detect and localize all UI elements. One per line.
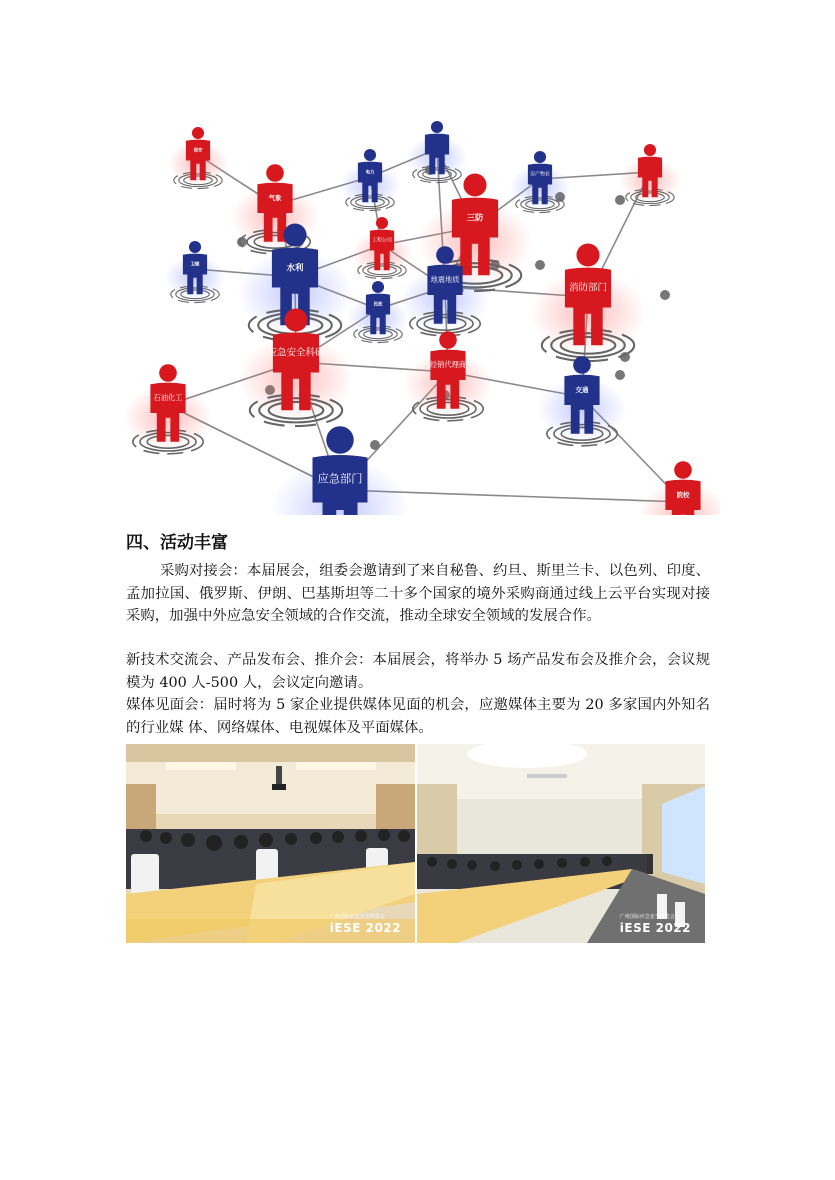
network-node-label: 院校 <box>676 491 690 500</box>
network-person-node <box>340 149 401 211</box>
network-illustration <box>120 95 720 515</box>
network-node-label: 水利 <box>286 262 304 273</box>
network-dot <box>660 290 670 300</box>
network-person-node <box>538 356 626 446</box>
network-node-label: 三防 <box>466 212 484 223</box>
paragraph-media: 媒体见面会：届时将为 5 家企业提供媒体见面的机会，应邀媒体主要为 20 多家国内外知名的行业媒 体、网络媒体、电视媒体及平面媒体。 <box>126 697 710 736</box>
network-node-label: 应急安全科研 <box>267 347 325 359</box>
network-node-label: 地震地质 <box>430 275 460 285</box>
network-person-node <box>238 308 354 426</box>
network-node-label: 卫健 <box>190 262 200 268</box>
photo-conference-right <box>417 744 705 943</box>
network-person-node <box>168 127 229 189</box>
network-dot <box>535 260 545 270</box>
network-person-node <box>620 144 681 206</box>
network-dot <box>370 440 380 450</box>
network-node-label: 民政 <box>373 302 383 308</box>
network-person-node <box>348 281 409 343</box>
network-dot <box>615 370 625 380</box>
photo-watermark-right: 广州国际应急安全博览会 iESE 2022 <box>619 914 691 935</box>
network-node-label: 房产物业 <box>530 171 550 178</box>
network-person-node <box>404 331 492 421</box>
paragraph-procurement: 采购对接会：本届展会，组委会邀请到了来自秘鲁、约旦、斯里兰卡、以色列、印度、孟加拉国、俄罗斯、伊朗、巴基斯坦等二十多个国家的境外采购商通过线上云平台实现对接采购，加强中外应急安全领域的合作交流，推动全球安全领域的发展合作。 <box>126 563 710 624</box>
network-node-label: 气象 <box>268 194 282 203</box>
network-node-label: 保安 <box>193 148 203 154</box>
network-person-node <box>271 426 409 515</box>
network-person-node <box>510 151 571 213</box>
network-node-label: 消防部门 <box>569 282 607 294</box>
network-node-label: 电力 <box>365 170 375 176</box>
section-heading: 四、活动丰富 <box>126 533 228 553</box>
network-node-label: 石油化工 <box>153 393 183 403</box>
network-node-label: 工程公司 <box>372 237 392 244</box>
network-node-label: 经销代理商 <box>430 360 466 370</box>
network-person-node <box>352 217 413 279</box>
network-person-node <box>407 121 468 183</box>
network-person-node <box>530 243 646 361</box>
network-diagram <box>120 95 720 515</box>
network-person-node <box>165 241 226 303</box>
photo-watermark-left: 广州国际应急安全博览会 iESE 2022 <box>329 914 401 935</box>
photo-conference-left <box>126 744 415 943</box>
network-person-node <box>124 364 212 454</box>
paragraph-new-tech: 新技术交流会、产品发布会、推介会：本届展会，将举办 5 场产品发布会及推介会，会议规模为 400 人-500 人，会议定向邀请。 <box>126 652 710 691</box>
network-node-label: 应急部门 <box>317 472 363 486</box>
network-dot <box>615 195 625 205</box>
network-node-label: 交通 <box>575 386 589 395</box>
